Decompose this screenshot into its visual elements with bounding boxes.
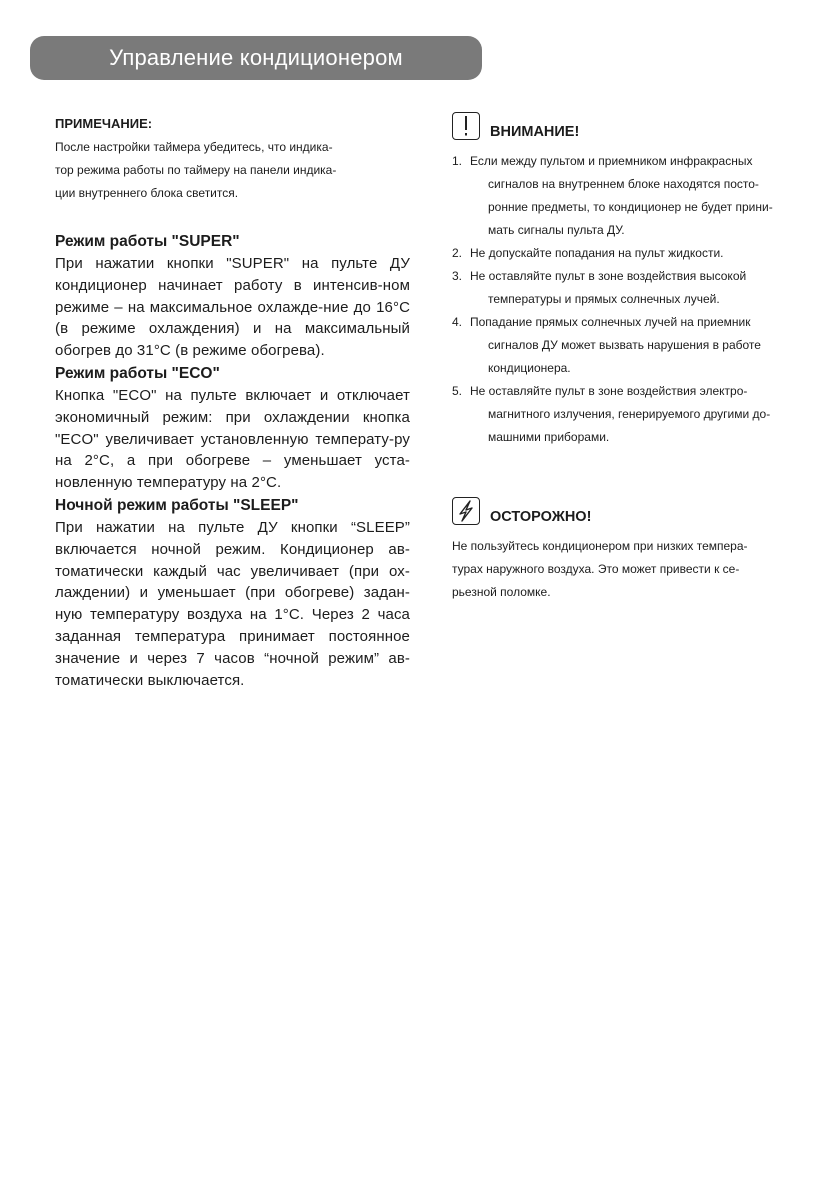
note-text: После настройки таймера убедитесь, что индика- тор режима работы по таймеру на панели индика- ции внутреннего блока светится. xyxy=(55,140,337,200)
list-text xyxy=(470,242,806,265)
list-text xyxy=(470,150,806,242)
attention-title: ВНИМАНИЕ! xyxy=(490,124,580,140)
list-text-line: кондиционера. xyxy=(488,361,571,375)
exclamation-icon xyxy=(452,112,480,140)
list-text-line: сигналов ДУ может вызвать нарушения в работе xyxy=(488,338,761,352)
list-number: 4. xyxy=(452,315,463,329)
section-title: Режим работы "ECO" xyxy=(55,364,220,382)
list-text xyxy=(470,380,806,449)
section-sleep xyxy=(55,494,410,691)
caution-text: Не пользуйтесь кондиционером при низких темпера- турах наружного воздуха. Это может привести к се- рьезной поломке. xyxy=(452,539,748,599)
note-title: ПРИМЕЧАНИЕ: xyxy=(55,116,153,131)
section-title: Ночной режим работы "SLEEP" xyxy=(55,496,299,514)
list-item xyxy=(452,242,806,265)
caution-header xyxy=(452,491,806,525)
list-text-line: температуры и прямых солнечных лучей. xyxy=(488,292,720,306)
page-title: Управление кондиционером xyxy=(109,45,403,70)
attention-list xyxy=(452,150,806,449)
list-text-line: сигналов на внутреннем блоке находятся посто- xyxy=(488,177,759,191)
list-number: 1. xyxy=(452,154,463,168)
list-text xyxy=(470,265,806,311)
lightning-icon xyxy=(452,497,480,525)
list-text xyxy=(470,311,806,380)
section-text: При нажатии кнопки "SUPER" на пульте ДУ кондиционер начинает работу в интенсив-ном режиме – на максимальное охлажде-ние до 16°С (в режиме охлаждения) и на максимальный обогрев до 31°С (в режиме обогрева). xyxy=(55,255,410,360)
left-column xyxy=(55,116,410,691)
list-number: 5. xyxy=(452,384,463,398)
list-number: 2. xyxy=(452,246,463,260)
header-bar xyxy=(30,36,482,80)
list-text-line: мать сигналы пульта ДУ. xyxy=(488,223,625,237)
list-text-line: Не оставляйте пульт в зоне воздействия высокой xyxy=(470,269,747,283)
section-text: Кнопка "ECO" на пульте включает и отключает экономичный режим: при охлаждении кнопка "ECO" увеличивает установленную температу-ру на 2°С, а при обогреве – уменьшает уста-новленную температуру на 2°С. xyxy=(55,386,410,492)
caution-title: ОСТОРОЖНО! xyxy=(490,509,592,525)
list-text-line: Попадание прямых солнечных лучей на приемник xyxy=(470,315,751,329)
list-item xyxy=(452,150,806,242)
section-title: Режим работы "SUPER" xyxy=(55,233,240,250)
list-item xyxy=(452,311,806,380)
caution-block xyxy=(452,491,806,604)
list-text-line: Если между пультом и приемником инфракрасных xyxy=(470,154,753,168)
list-text-line: ронние предметы, то кондиционер не будет прини- xyxy=(488,200,773,214)
right-column xyxy=(452,106,806,604)
attention-header xyxy=(452,106,806,140)
list-text-line: Не допускайте попадания на пульт жидкости. xyxy=(470,246,724,260)
list-item xyxy=(452,265,806,311)
list-text-line: Не оставляйте пульт в зоне воздействия электро- xyxy=(470,384,748,398)
list-item xyxy=(452,380,806,449)
section-eco xyxy=(55,362,410,494)
list-text-line: магнитного излучения, генерируемого другими до- xyxy=(488,407,771,421)
section-super xyxy=(55,230,410,362)
list-number: 3. xyxy=(452,269,463,283)
section-text: При нажатии на пульте ДУ кнопки “SLEEP” включается ночной режим. Кондиционер ав-томатически каждый час увеличивает (при ох-лаждении) и уменьшает (при обогреве) задан-ную температуру воздуха на 1°С. Через 2 часа заданная температура принимает постоянное значение и через 7 часов “ночной режим” ав-томатически выключается. xyxy=(55,518,410,689)
list-text-line: машними приборами. xyxy=(488,430,610,444)
attention-block xyxy=(452,106,806,449)
